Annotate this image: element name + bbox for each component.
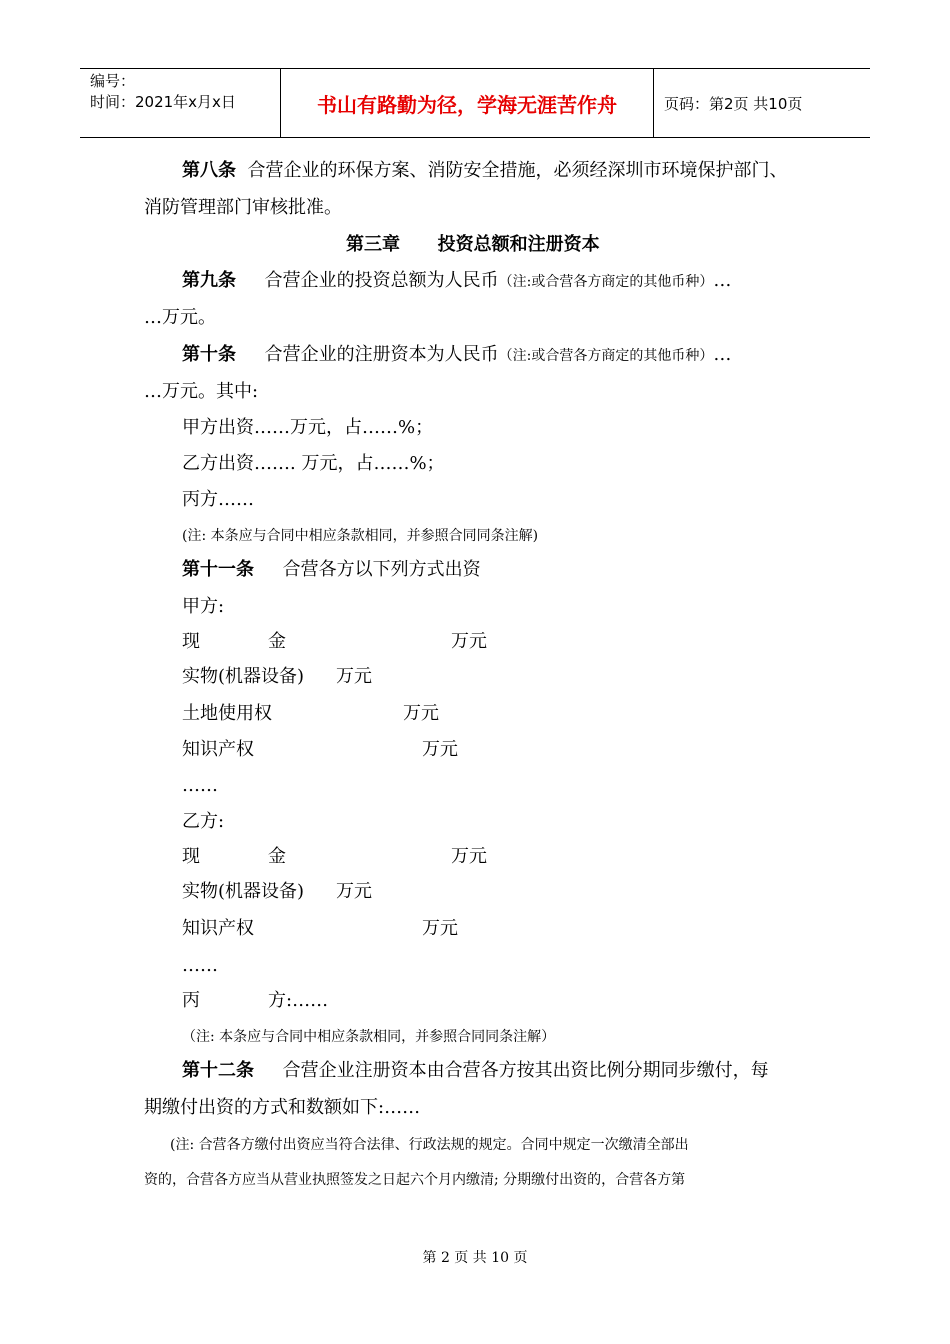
article-9-title: 第九条 xyxy=(182,270,236,291)
page-header xyxy=(80,68,870,138)
party-a-land-unit: 万元 xyxy=(403,703,439,724)
party-a-ellipsis: …… xyxy=(182,775,218,796)
article-12-note-2: 资的，合营各方应当从营业执照签发之日起六个月内缴清; 分期缴付出资的，合营各方第 xyxy=(144,1172,686,1188)
party-a-equipment-unit: 万元 xyxy=(336,666,372,687)
article-9-text-1-end: … xyxy=(713,270,732,291)
article-12-title: 第十二条 xyxy=(182,1060,254,1081)
article-10-party-c: 丙方…… xyxy=(182,489,254,510)
article-11-text: 合营各方以下列方式出资 xyxy=(282,559,481,580)
party-a-equipment-label: 实物(机器设备) xyxy=(182,666,305,687)
party-b-cash-unit: 万元 xyxy=(451,846,487,867)
page-footer: 第 2 页 共 10 页 xyxy=(422,1250,528,1266)
article-12-text-2: 期缴付出资的方式和数额如下:…… xyxy=(144,1097,421,1118)
article-8-text-1: 合营企业的环保方案、消防安全措施，必须经深圳市环境保护部门、 xyxy=(247,160,788,181)
article-9-text-1: 合营企业的投资总额为人民币 xyxy=(264,270,499,291)
article-9-currency-note: （注:或合营各方商定的其他币种） xyxy=(498,274,714,290)
party-b-cash-label-2: 金 xyxy=(268,846,286,867)
party-b-equipment-label: 实物(机器设备) xyxy=(182,881,305,902)
chapter-3-heading: 第三章 投资总额和注册资本 xyxy=(346,234,600,255)
header-motto: 书山有路勤为径，学海无涯苦作舟 xyxy=(280,69,654,137)
document-time-label: 时间：2021年x月x日 xyxy=(90,93,236,111)
party-a-cash-unit: 万元 xyxy=(451,631,487,652)
article-10-title: 第十条 xyxy=(182,344,236,365)
article-9-text-2: …万元。 xyxy=(144,307,216,328)
party-b-equipment-unit: 万元 xyxy=(336,881,372,902)
party-b-ip-label: 知识产权 xyxy=(182,918,254,939)
party-b-ip-unit: 万元 xyxy=(422,918,458,939)
party-a-cash-label-2: 金 xyxy=(268,631,286,652)
article-11-party-a-label: 甲方: xyxy=(182,596,225,617)
party-c-label-1: 丙 xyxy=(182,990,200,1011)
party-b-cash-label-1: 现 xyxy=(182,846,200,867)
header-page-info: 页码：第2页 共10页 xyxy=(664,94,803,113)
article-10-party-b: 乙方出资……. 万元，占……%； xyxy=(182,453,445,474)
document-number-label: 编号： xyxy=(90,72,136,90)
article-11-title: 第十一条 xyxy=(182,559,254,580)
article-10-text-2: …万元。其中: xyxy=(144,381,259,402)
article-10-currency-note: （注:或合营各方商定的其他币种） xyxy=(498,348,714,364)
party-a-land-label: 土地使用权 xyxy=(182,703,272,724)
article-11-party-b-label: 乙方: xyxy=(182,811,225,832)
article-10-text-1-end: … xyxy=(713,344,732,365)
article-12-note-1: (注: 合营各方缴付出资应当符合法律、行政法规的规定。合同中规定一次缴清全部出 xyxy=(170,1137,689,1153)
article-8-title: 第八条 xyxy=(182,160,236,181)
party-c-label-2: 方:…… xyxy=(268,990,329,1011)
header-meta xyxy=(80,69,280,137)
article-11-remark: （注: 本条应与合同中相应条款相同，并参照合同同条注解） xyxy=(182,1029,556,1045)
article-10-line-1 xyxy=(182,344,731,367)
article-12-line-1 xyxy=(182,1060,769,1082)
article-10-party-a: 甲方出资……万元，占……%； xyxy=(182,417,434,438)
party-a-ip-unit: 万元 xyxy=(422,739,458,760)
party-b-ellipsis: …… xyxy=(182,955,218,976)
article-10-remark: (注: 本条应与合同中相应条款相同，并参照合同同条注解) xyxy=(182,528,539,544)
article-9-line-1 xyxy=(182,270,731,293)
article-8-line-1 xyxy=(182,160,787,182)
article-11-line-1 xyxy=(182,559,481,581)
party-a-cash-label-1: 现 xyxy=(182,631,200,652)
party-a-ip-label: 知识产权 xyxy=(182,739,254,760)
article-12-text-1: 合营企业注册资本由合营各方按其出资比例分期同步缴付，每 xyxy=(282,1060,769,1081)
article-10-text-1: 合营企业的注册资本为人民币 xyxy=(264,344,499,365)
article-8-text-2: 消防管理部门审核批准。 xyxy=(144,197,342,218)
